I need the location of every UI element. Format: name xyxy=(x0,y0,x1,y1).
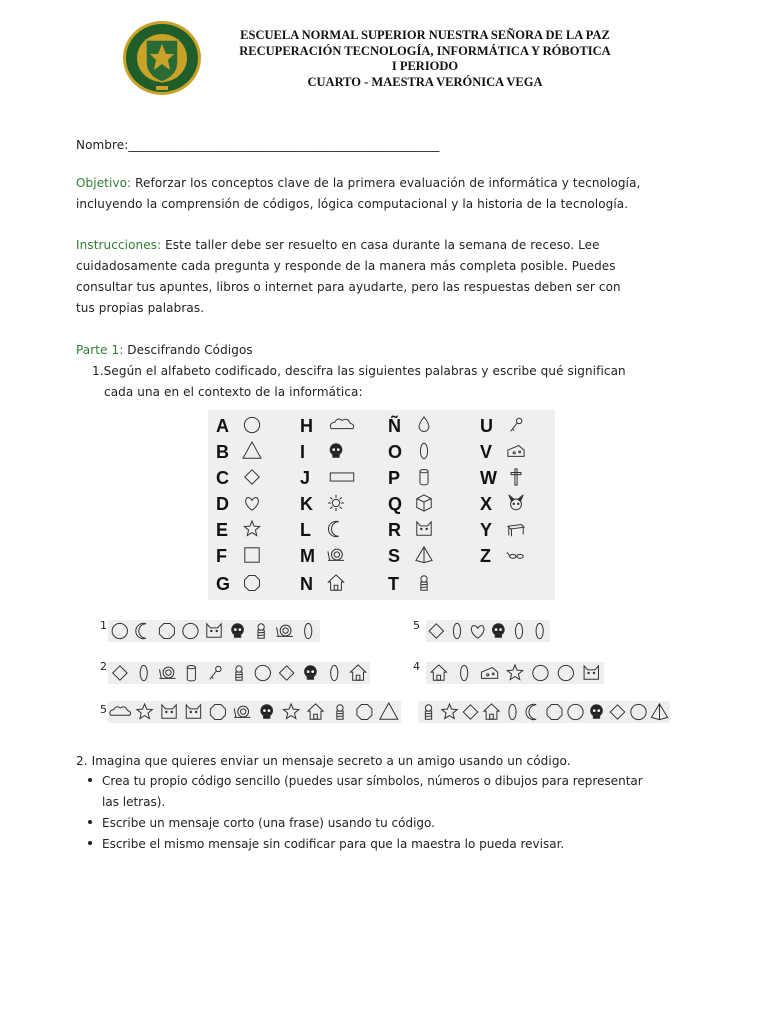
cylinder-icon xyxy=(420,470,428,485)
alphabet-letter: C xyxy=(216,468,229,488)
instructions-line-1: Instrucciones: Este taller debe ser resuelto en casa durante la semana de receso. Lee xyxy=(76,238,600,252)
code-symbols xyxy=(426,662,604,684)
star-icon xyxy=(283,704,298,719)
skull-icon xyxy=(261,705,273,719)
alphabet-letter: G xyxy=(216,574,231,594)
question-2-number: 2. xyxy=(76,754,88,768)
grade-teacher: CUARTO - MAESTRA VERÓNICA VEGA xyxy=(307,74,543,89)
objective-line-1: Objetivo: Reforzar los conceptos clave de la primera evaluación de informática y tecnología, xyxy=(76,176,641,190)
triangle-icon xyxy=(243,442,261,458)
oval-icon xyxy=(509,704,516,719)
code-word-box xyxy=(426,620,550,642)
circle-icon xyxy=(558,665,573,680)
bullet-icon xyxy=(88,841,92,845)
code-symbols xyxy=(418,701,670,723)
key-icon xyxy=(511,418,522,431)
skull-icon xyxy=(232,624,244,638)
list-item: Escribe el mismo mensaje sin codificar para que la maestra lo pueda revisar. xyxy=(88,834,564,855)
cheese-icon xyxy=(508,446,524,457)
period-title: I PERIODO xyxy=(391,59,459,73)
alphabet-letter: N xyxy=(300,574,313,594)
name-label: Nombre: xyxy=(76,138,129,152)
cat-icon xyxy=(186,705,200,719)
mummy-icon xyxy=(421,576,427,590)
alphabet-letter: H xyxy=(300,416,313,436)
alphabet-letter: U xyxy=(480,416,493,436)
diamond-icon xyxy=(245,470,259,484)
code-number: 5 xyxy=(413,619,420,632)
circle-icon xyxy=(183,623,198,638)
triangle-icon xyxy=(380,703,398,719)
code-symbols xyxy=(108,620,320,642)
oval-icon xyxy=(536,623,543,638)
alphabet-letter: X xyxy=(480,494,493,514)
drop-icon xyxy=(419,417,429,432)
part-1-heading xyxy=(76,343,253,357)
snail-icon xyxy=(328,549,344,560)
pyramid-icon xyxy=(416,547,432,563)
instructions-label: Instrucciones: xyxy=(76,238,162,252)
snail-icon xyxy=(277,625,293,636)
alphabet-letter: Ñ xyxy=(388,416,401,436)
diamond-icon xyxy=(463,705,477,719)
question-1-line-2: cada una en el contexto de la informática: xyxy=(104,385,363,399)
skull-icon xyxy=(492,624,504,638)
code-number: 5 xyxy=(100,703,107,716)
code-symbols xyxy=(108,701,401,723)
alphabet-letter: D xyxy=(216,494,229,514)
name-field[interactable] xyxy=(76,138,440,152)
glasses-icon xyxy=(507,552,523,558)
diamond-icon xyxy=(429,624,443,638)
alphabet-letter: O xyxy=(388,442,403,462)
cloud-icon xyxy=(110,707,131,715)
coded-alphabet xyxy=(208,410,555,600)
oval-icon xyxy=(515,623,522,638)
octagon-icon xyxy=(159,624,174,639)
octagon-icon xyxy=(357,705,372,720)
moon-icon xyxy=(526,704,536,719)
alphabet-letter: M xyxy=(300,546,315,566)
question-2: 2. Imagina que quieres enviar un mensaje secreto a un amigo usando un código. xyxy=(76,754,571,768)
school-crest-logo xyxy=(122,20,202,96)
bullet-icon xyxy=(88,778,92,782)
name-blank: ___________________________________________________ xyxy=(128,138,440,152)
cylinder-icon xyxy=(187,666,195,681)
house-icon xyxy=(484,704,499,719)
diamond-icon xyxy=(279,666,293,680)
diamond-icon xyxy=(610,705,624,719)
oval-icon xyxy=(453,623,460,638)
alphabet-letter: S xyxy=(388,546,401,566)
octagon-icon xyxy=(245,576,260,591)
alphabet-letter: T xyxy=(388,574,399,594)
snail-icon xyxy=(234,706,250,717)
code-word-box xyxy=(418,701,670,723)
alphabet-letter: F xyxy=(216,546,227,566)
star-icon xyxy=(442,704,457,719)
sun-icon xyxy=(328,495,344,511)
alphabet-letter: Q xyxy=(388,494,403,514)
skull-icon xyxy=(305,666,317,680)
code-number: 4 xyxy=(413,660,420,673)
code-number: 1 xyxy=(100,619,107,632)
house-icon xyxy=(328,575,343,590)
mummy-icon xyxy=(425,705,431,719)
skull-icon xyxy=(330,444,342,458)
cat-icon xyxy=(162,705,176,719)
oval-icon xyxy=(331,665,338,680)
diamond-icon xyxy=(113,666,127,680)
school-header xyxy=(210,28,640,90)
school-crest-icon xyxy=(122,20,202,96)
code-symbols xyxy=(108,662,370,684)
snail-icon xyxy=(159,667,175,678)
coded-alphabet-image xyxy=(208,410,555,600)
octagon-icon xyxy=(210,705,225,720)
star-icon xyxy=(137,704,152,719)
alphabet-letter: E xyxy=(216,520,229,540)
mummy-icon xyxy=(258,624,264,638)
part-1-label: Parte 1: xyxy=(76,343,124,357)
alphabet-letter: A xyxy=(216,416,229,436)
list-item: Escribe un mensaje corto (una frase) usando tu código. xyxy=(88,813,435,834)
alphabet-letter: J xyxy=(300,468,311,488)
cloud-icon xyxy=(330,419,353,429)
oval-icon xyxy=(305,623,312,638)
list-item: Crea tu propio código sencillo (puedes usar símbolos, números o dibujos para representar xyxy=(88,771,643,792)
pyramid-icon xyxy=(651,704,667,720)
alphabet-letter: B xyxy=(216,442,229,462)
circle-icon xyxy=(533,665,548,680)
star-icon xyxy=(244,521,259,536)
instructions-line-2: cuidadosamente cada pregunta y responde de la manera más completa posible. Puedes xyxy=(76,259,616,273)
house-icon xyxy=(350,665,365,680)
circle-icon xyxy=(631,704,646,719)
alphabet-letter: V xyxy=(480,442,493,462)
skull-icon xyxy=(591,705,603,719)
code-word-box xyxy=(426,662,604,684)
heart-icon xyxy=(246,498,259,511)
question-1-number: 1. xyxy=(92,364,104,378)
pikachu-icon xyxy=(509,495,523,510)
alphabet-letter: Y xyxy=(480,520,493,540)
alphabet-letter: Z xyxy=(480,546,491,566)
octagon-icon xyxy=(547,705,562,720)
cat-icon xyxy=(207,624,221,638)
code-word-box xyxy=(108,620,320,642)
mummy-icon xyxy=(236,666,242,680)
key-icon xyxy=(210,666,221,679)
subject-title: RECUPERACIÓN TECNOLOGÍA, INFORMÁTICA Y RÓBOTICA xyxy=(239,43,611,58)
code-number: 2 xyxy=(100,660,107,673)
cat-icon xyxy=(417,522,431,536)
school-name: ESCUELA NORMAL SUPERIOR NUESTRA SEÑORA DE LA PAZ xyxy=(240,28,610,42)
part-1-title: Descifrando Códigos xyxy=(127,343,253,357)
star-icon xyxy=(507,665,522,680)
cheese-icon xyxy=(481,668,497,679)
square-icon xyxy=(245,548,259,562)
objective-line-2: incluyendo la comprensión de códigos, lógica computacional y la historia de la tecnología. xyxy=(76,197,629,211)
cross-icon xyxy=(511,469,521,485)
alphabet-letter: W xyxy=(480,468,497,488)
alphabet-letter: I xyxy=(300,442,306,462)
objective-label: Objetivo: xyxy=(76,176,132,190)
moon-icon xyxy=(136,623,146,638)
mummy-icon xyxy=(337,705,343,719)
alphabet-letter: L xyxy=(300,520,311,540)
list-item-continuation: las letras). xyxy=(102,795,166,809)
circle-icon xyxy=(244,417,259,432)
heart-icon xyxy=(471,626,484,639)
cat-icon xyxy=(584,666,598,680)
rectangle-icon xyxy=(330,473,353,481)
oval-icon xyxy=(420,443,427,458)
code-word-box xyxy=(108,701,401,723)
alphabet-letter: R xyxy=(388,520,401,540)
oval-icon xyxy=(461,665,468,680)
cube-icon xyxy=(417,495,431,511)
code-word-box xyxy=(108,662,370,684)
circle-icon xyxy=(112,623,127,638)
oval-icon xyxy=(140,665,147,680)
instructions-line-3: consultar tus apuntes, libros o internet para ayudarte, pero las respuestas deben ser con xyxy=(76,280,621,294)
code-symbols xyxy=(426,620,550,642)
table-icon xyxy=(508,525,524,537)
house-icon xyxy=(308,704,323,719)
circle-icon xyxy=(255,665,270,680)
circle-icon xyxy=(568,704,583,719)
moon-icon xyxy=(328,521,338,536)
instructions-line-4: tus propias palabras. xyxy=(76,301,205,315)
alphabet-letter: K xyxy=(300,494,313,514)
bullet-icon xyxy=(88,820,92,824)
house-icon xyxy=(431,665,446,680)
question-1-line-1: 1.Según el alfabeto codificado, descifra las siguientes palabras y escribe qué significan xyxy=(92,364,626,378)
alphabet-letter: P xyxy=(388,468,401,488)
